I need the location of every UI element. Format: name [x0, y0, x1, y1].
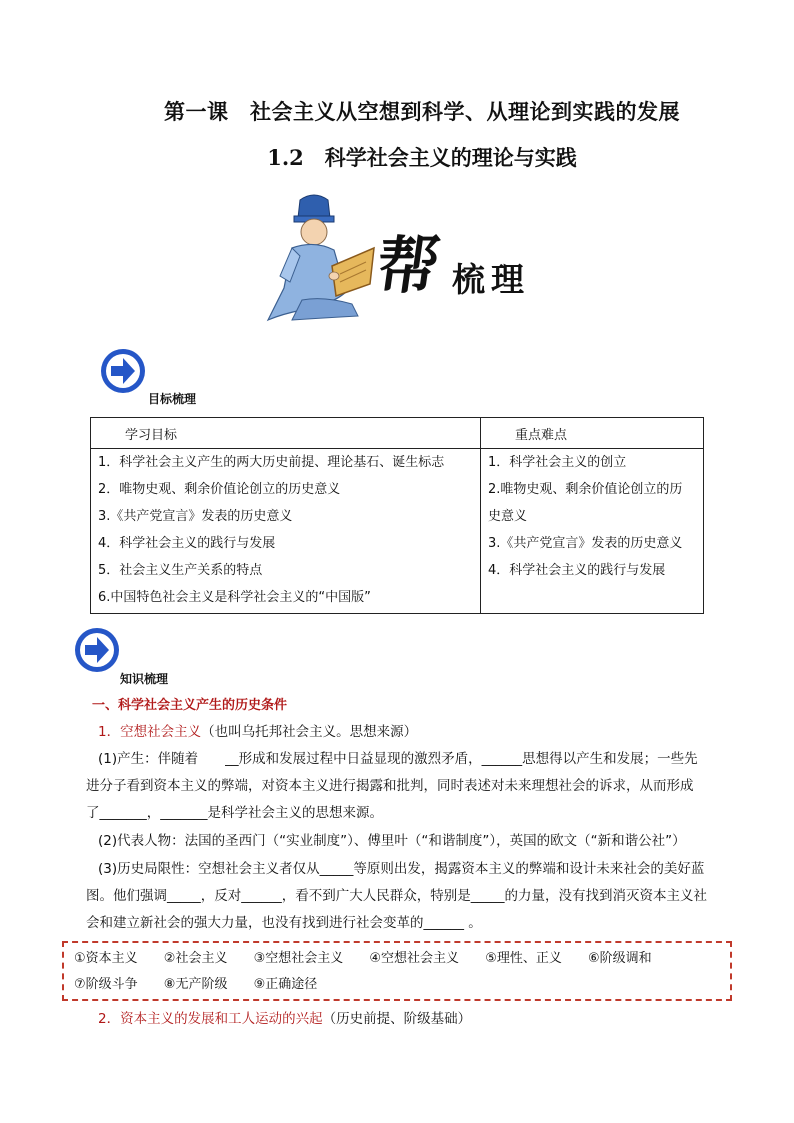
item1-line	[98, 719, 722, 746]
option-item: ⑥阶级调和	[587, 951, 652, 966]
list-item: 4．科学社会主义的践行与发展	[488, 563, 666, 578]
text-line: (3)历史局限性：空想社会主义者仅从_____等原则出发，揭露资本主义的弊端和设计未来社会的美好蓝	[98, 861, 705, 877]
key-points-cell	[481, 449, 704, 614]
list-item: 5．社会主义生产关系的特点	[98, 563, 263, 578]
list-item: 2.唯物史观、剩余价值论创立的历	[488, 482, 683, 497]
scholar-illustration	[262, 192, 380, 327]
page-subtitle: 1.2 科学社会主义的理论与实践	[267, 145, 577, 170]
table-header-goals: 学习目标	[91, 418, 481, 449]
text-line: 进分子看到资本主义的弊端，对资本主义进行揭露和批判，同时表述对未来理想社会的诉求，从而形成	[86, 778, 694, 794]
section-label-goals: 目标梳理	[148, 392, 197, 406]
goals-table	[90, 417, 704, 614]
arrow-circle-icon	[72, 620, 122, 686]
list-item: 1．科学社会主义产生的两大历史前提、理论基石、诞生标志	[98, 455, 445, 470]
paragraph-limitations	[86, 856, 722, 937]
option-item: ①资本主义	[74, 951, 138, 966]
paragraph-origin	[86, 746, 722, 827]
option-item: ②社会主义	[163, 951, 228, 966]
table-header-key-points: 重点难点	[481, 418, 704, 449]
item2-title: 2．资本主义的发展和工人运动的兴起	[98, 1011, 323, 1027]
options-box	[62, 941, 732, 1001]
options-row	[74, 972, 339, 998]
item1-title: 1．空想社会主义	[98, 724, 202, 740]
text-line: 会和建立新社会的强大力量，也没有找到进行社会变革的______ 。	[86, 915, 482, 931]
banner-text: 梳理	[452, 260, 530, 299]
text-line: 图。他们强调_____，反对______，看不到广大人民群众，特别是_____的力量，没有找到消灭资本主义社	[86, 888, 707, 904]
page-title: 第一课 社会主义从空想到科学、从理论到实践的发展	[164, 99, 680, 124]
list-item: 3.《共产党宣言》发表的历史意义	[488, 536, 683, 551]
list-item: 2．唯物史观、剩余价值论创立的历史意义	[98, 482, 341, 497]
text-line: 了_______，_______是科学社会主义的思想来源。	[86, 805, 383, 821]
options-row	[74, 946, 674, 972]
list-item: 史意义	[488, 509, 528, 524]
item2-line	[98, 1006, 722, 1033]
goals-cell	[91, 449, 481, 614]
list-item: 3.《共产党宣言》发表的历史意义	[98, 509, 293, 524]
option-item: ④空想社会主义	[369, 951, 460, 966]
option-item: ⑤理性、正义	[485, 951, 562, 966]
section-label-knowledge: 知识梳理	[120, 672, 169, 686]
paragraph-representatives: (2)代表人物：法国的圣西门（“实业制度”）、傅里叶（“和谐制度”），英国的欧文（“新和谐公社”）	[98, 833, 686, 849]
list-item: 6.中国特色社会主义是科学社会主义的“中国版”	[98, 590, 371, 605]
option-item: ⑦阶级斗争	[74, 977, 138, 992]
option-item: ⑧无产阶级	[163, 977, 228, 992]
banner-big-char: 帮	[372, 229, 445, 302]
text-line: (1)产生：伴随着 __形成和发展过程中日益显现的激烈矛盾，______思想得以产生和发展；一些先	[98, 751, 698, 767]
item1-note: （也叫乌托邦社会主义。思想来源）	[201, 724, 418, 740]
option-item: ⑨正确途径	[253, 977, 318, 992]
item2-note: （历史前提、阶级基础）	[322, 1011, 472, 1027]
section-heading: 一、科学社会主义产生的历史条件	[92, 698, 288, 713]
option-item: ③空想社会主义	[253, 951, 344, 966]
list-item: 1．科学社会主义的创立	[488, 455, 627, 470]
list-item: 4．科学社会主义的践行与发展	[98, 536, 276, 551]
arrow-circle-icon	[98, 341, 148, 407]
